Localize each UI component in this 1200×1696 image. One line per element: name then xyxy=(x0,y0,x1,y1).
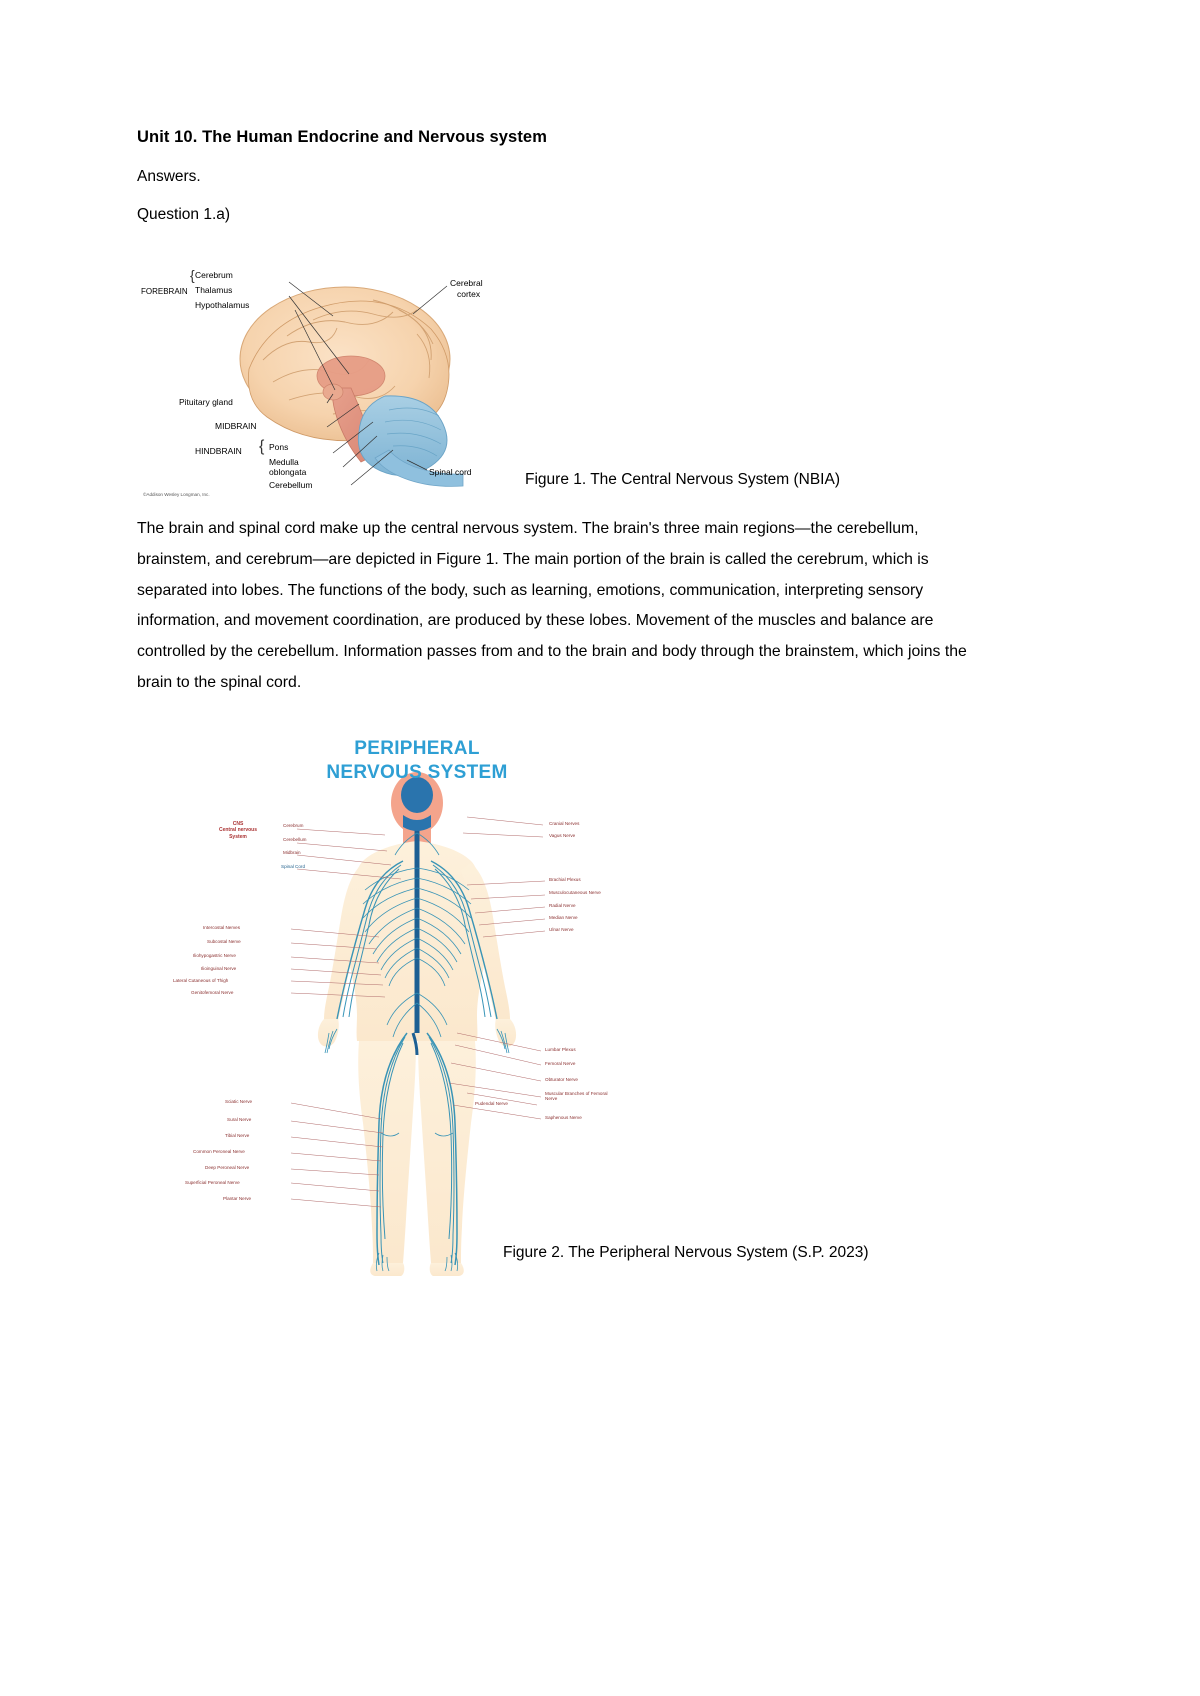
label-cerebrum-pns: Cerebrum xyxy=(283,822,304,828)
label-cerebral-cortex-line1: Cerebral xyxy=(450,278,483,288)
cns-line1: CNS xyxy=(232,820,244,827)
label-tibial-nerve: Tibial Nerve xyxy=(225,1132,250,1138)
label-lateral-cutaneous-thigh: Lateral Cutaneous of Thigh xyxy=(173,977,229,983)
answers-heading: Answers. xyxy=(137,168,201,185)
label-radial-nerve: Radial Nerve xyxy=(549,902,576,908)
label-iliohypogastric-nerve: Iliohypogastric Nerve xyxy=(193,952,236,958)
label-median-nerve: Median Nerve xyxy=(549,914,578,920)
label-thalamus: Thalamus xyxy=(195,285,233,295)
figure1-credit: ©Addison Wesley Longman, Inc. xyxy=(143,492,210,497)
label-pons: Pons xyxy=(269,442,289,452)
page-title: Unit 10. The Human Endocrine and Nervous system xyxy=(137,128,547,146)
figure-1-image xyxy=(137,264,517,509)
label-cerebellum-pns: Cerebellum xyxy=(283,836,307,842)
label-cerebral-cortex-line2: cortex xyxy=(457,289,481,299)
label-genitofemoral-nerve: Genitofemoral Nerve xyxy=(191,989,234,995)
label-hypothalamus: Hypothalamus xyxy=(195,300,250,310)
figure-2-caption: Figure 2. The Peripheral Nervous System (S.P. 2023) xyxy=(503,1243,869,1261)
label-saphenous-nerve: Saphenous Nerve xyxy=(545,1114,582,1120)
label-pituitary-gland: Pituitary gland xyxy=(179,397,233,407)
label-ilioinguinal-nerve: Ilioinguinal Nerve xyxy=(201,965,237,971)
label-vagus-nerve: Vagus Nerve xyxy=(549,832,576,838)
label-cranial-nerves: Cranial Nerves xyxy=(549,820,580,826)
cns-line2: Central nervous xyxy=(218,827,258,834)
label-obturator-nerve: Obturator Nerve xyxy=(545,1076,578,1082)
figure-2-image xyxy=(167,733,667,1278)
forebrain-brace: { xyxy=(190,267,195,283)
label-musculocutaneous-nerve: Musculocutaneous Nerve xyxy=(549,889,601,895)
label-lumbar-plexus: Lumbar Plexus xyxy=(545,1046,576,1052)
label-medulla-line2: oblongata xyxy=(269,467,307,477)
cns-block-label xyxy=(203,821,273,841)
label-cerebellum: Cerebellum xyxy=(269,480,313,490)
document-content xyxy=(137,128,967,1293)
label-subcostal-nerve: Subcostal Nerve xyxy=(207,938,241,944)
label-superficial-peroneal-nerve: Superficial Peroneal Nerve xyxy=(185,1179,240,1185)
cns-line3: System xyxy=(229,833,247,840)
label-femoral-nerve: Femoral Nerve xyxy=(545,1060,576,1066)
label-sural-nerve: Sural Nerve xyxy=(227,1116,252,1122)
label-cerebrum: Cerebrum xyxy=(195,270,233,280)
label-forebrain: FOREBRAIN xyxy=(141,287,188,296)
figure-2-block xyxy=(137,733,967,1293)
label-ulnar-nerve: Ulnar Nerve xyxy=(549,926,574,932)
label-brachial-plexus: Brachial Plexus xyxy=(549,876,581,882)
label-sciatic-nerve: Sciatic Nerve xyxy=(225,1098,253,1104)
label-medulla-line1: Medulla xyxy=(269,457,299,467)
body-paragraph: The brain and spinal cord make up the central nervous system. The brain's three main regions—the cerebellum, brainstem, and cerebrum—are depicted in Figure 1. The main portion of the brain is called the cerebrum, which is separated into lobes. The functions of the body, such as learning, emotions, communication, interpreting sensory information, and movement coordination, are produced by these lobes. Movement of the muscles and balance are controlled by the cerebellum. Information passes from and to the brain and body through the brainstem, which joins the brain to the spinal cord. xyxy=(137,520,967,691)
pns-title-line2: NERVOUS SYSTEM xyxy=(326,761,508,783)
label-plantar-nerve: Plantar Nerve xyxy=(223,1195,252,1201)
label-muscular-branches-femoral: Muscular Branches of Femoral Nerve xyxy=(545,1090,608,1102)
label-spinal-cord: Spinal cord xyxy=(429,467,472,477)
label-midbrain: MIDBRAIN xyxy=(215,421,257,431)
hindbrain-brace: { xyxy=(259,438,265,455)
figure-1-block xyxy=(137,264,967,514)
label-spinal-cord-pns: Spinal Cord xyxy=(281,863,306,869)
label-deep-peroneal-nerve: Deep Peroneal Nerve xyxy=(205,1164,250,1170)
figure-1-caption: Figure 1. The Central Nervous System (NBIA) xyxy=(525,471,840,488)
question-label: Question 1.a) xyxy=(137,205,231,223)
label-hindbrain: HINDBRAIN xyxy=(195,446,242,456)
label-midbrain-pns: Midbrain xyxy=(283,849,301,855)
label-common-peroneal-nerve: Common Peroneal Nerve xyxy=(193,1148,245,1154)
pns-title-line1: PERIPHERAL xyxy=(354,737,480,759)
label-intercostal-nerves: Intercostal Nerves xyxy=(203,924,241,930)
label-pudendal-nerve: Pudendal Nerve xyxy=(475,1100,508,1106)
